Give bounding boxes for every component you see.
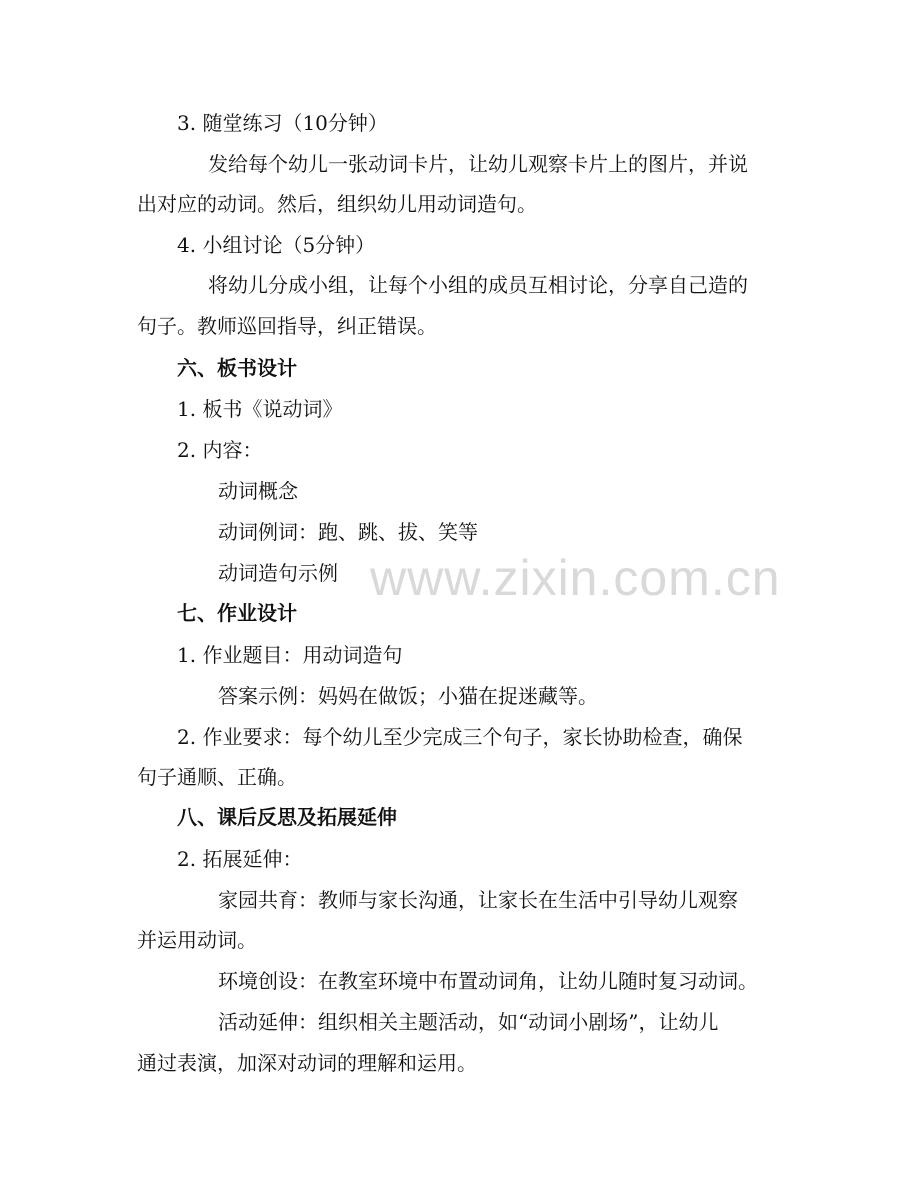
list-item: 2. 拓展延伸：: [177, 847, 303, 871]
section-heading-reflection: 八、课后反思及拓展延伸: [177, 805, 397, 829]
content-line: 动词例词：跑、跳、拔、笑等: [218, 520, 478, 544]
list-item-4-title: 4. 小组讨论（5分钟）: [177, 233, 376, 257]
content-line: 动词概念: [218, 479, 298, 503]
list-item: 1. 板书《说动词》: [177, 397, 343, 421]
list-item: 2. 内容：: [177, 438, 263, 462]
section-heading-homework: 七、作业设计: [177, 601, 297, 625]
content-line: 家园共育：教师与家长沟通，让家长在生活中引导幼儿观察: [218, 888, 738, 912]
content-line: 答案示例：妈妈在做饭；小猫在捉迷藏等。: [218, 684, 598, 708]
content-line: 活动延伸：组织相关主题活动，如“动词小剧场”，让幼儿: [218, 1010, 719, 1034]
paragraph-line: 通过表演，加深对动词的理解和运用。: [137, 1051, 477, 1075]
content-line: 环境创设：在教室环境中布置动词角，让幼儿随时复习动词。: [218, 969, 758, 993]
watermark: www.zixin.com.cn: [370, 550, 781, 606]
list-item-3-title: 3. 随堂练习（10分钟）: [177, 111, 388, 135]
section-heading-board-design: 六、板书设计: [177, 356, 297, 380]
paragraph-line: 出对应的动词。然后，组织幼儿用动词造句。: [137, 192, 537, 216]
content-line: 动词造句示例: [218, 561, 338, 585]
paragraph-line: 句子。教师巡回指导，纠正错误。: [137, 314, 437, 338]
list-item: 2. 作业要求：每个幼儿至少完成三个句子，家长协助检查，确保: [177, 725, 743, 749]
paragraph-line: 句子通顺、正确。: [137, 765, 297, 789]
paragraph-line: 将幼儿分成小组，让每个小组的成员互相讨论，分享自己造的: [208, 273, 748, 297]
paragraph-line: 发给每个幼儿一张动词卡片，让幼儿观察卡片上的图片，并说: [208, 152, 748, 176]
paragraph-line: 并运用动词。: [137, 928, 257, 952]
list-item: 1. 作业题目：用动词造句: [177, 643, 403, 667]
